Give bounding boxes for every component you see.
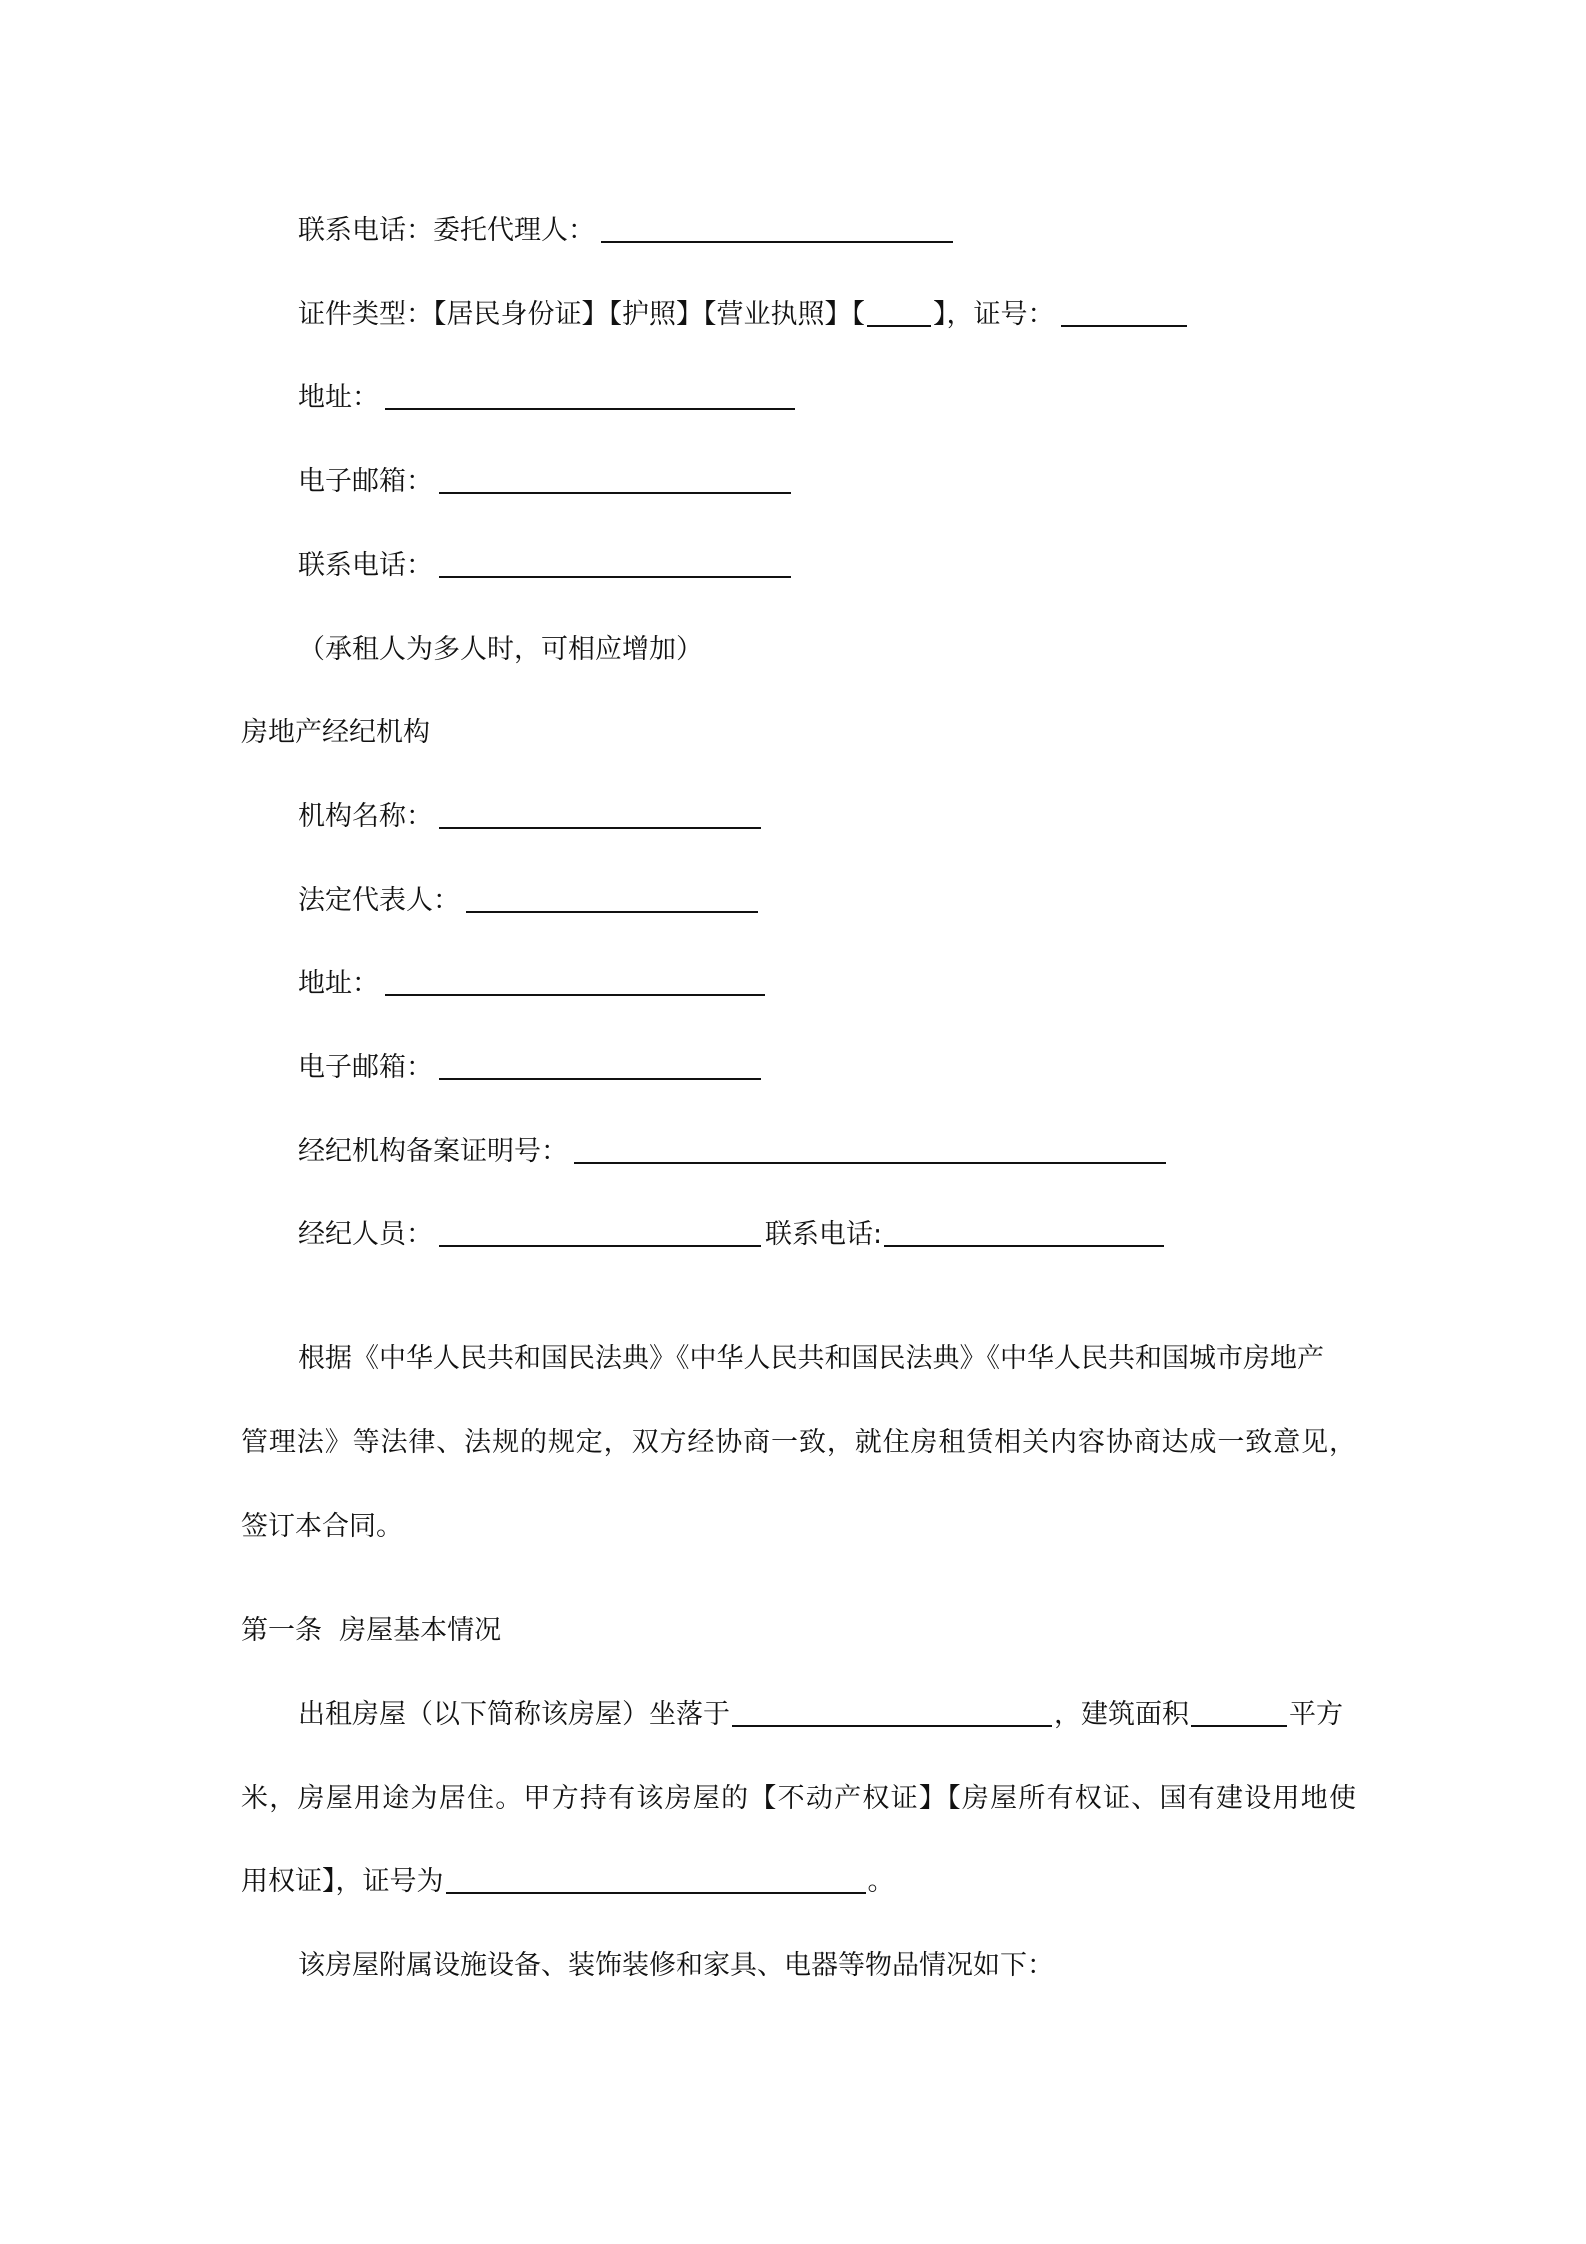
article-1-para-2: 米，房屋用途为居住。甲方持有该房屋的【不动产权证】【房屋所有权证、国有建设用地使 — [241, 1783, 1356, 1814]
agent-name-blank[interactable] — [439, 1217, 761, 1247]
preamble-line-2: 管理法》等法律、法规的规定，双方经协商一致，就住房租赁相关内容协商达成一致意见， — [241, 1427, 1356, 1458]
tenant-address-blank[interactable] — [385, 380, 795, 410]
multiple-tenant-note: （承租人为多人时，可相应增加） — [298, 634, 703, 665]
filing-row — [298, 1132, 1172, 1172]
tenant-email-blank[interactable] — [439, 464, 791, 494]
filing-label: 经纪机构备案证明号： — [298, 1136, 568, 1167]
agency-email-blank[interactable] — [439, 1050, 761, 1080]
agent-phone-row — [298, 211, 959, 251]
agent-label: 经纪人员： — [298, 1219, 433, 1250]
article-1-para-1 — [298, 1695, 1343, 1735]
tenant-phone-row — [298, 546, 797, 586]
filing-blank[interactable] — [574, 1134, 1166, 1164]
agent-row — [298, 1215, 1164, 1255]
agency-name-blank[interactable] — [439, 799, 761, 829]
agency-address-blank[interactable] — [385, 966, 765, 996]
id-type-row — [298, 295, 1193, 335]
id-type-other-blank[interactable] — [867, 297, 931, 327]
agency-name-label: 机构名称： — [298, 801, 433, 832]
article-1-para-3 — [241, 1862, 895, 1902]
tenant-phone-label: 联系电话： — [298, 550, 433, 581]
certificate-number-blank[interactable] — [446, 1864, 866, 1894]
area-unit-label: 平方 — [1289, 1699, 1343, 1730]
legal-rep-label: 法定代表人： — [298, 885, 460, 916]
preamble-line-3: 签订本合同。 — [241, 1511, 403, 1542]
agent-phone-blank[interactable] — [601, 213, 953, 243]
agent-phone-label-2: 联系电话: — [765, 1219, 883, 1250]
legal-rep-blank[interactable] — [466, 883, 758, 913]
tenant-address-row — [298, 378, 801, 418]
tenant-email-label: 电子邮箱： — [298, 466, 433, 497]
area-label: ，建筑面积 — [1054, 1699, 1189, 1730]
preamble-line-1: 根据《中华人民共和国民法典》《中华人民共和国民法典》《中华人民共和国城市房地产 — [298, 1343, 1324, 1374]
id-type-label: 证件类型：【居民身份证】【护照】【营业执照】【 — [298, 299, 865, 330]
tenant-phone-blank[interactable] — [439, 548, 791, 578]
location-blank[interactable] — [732, 1697, 1052, 1727]
id-number-blank[interactable] — [1061, 297, 1187, 327]
agency-address-row — [298, 964, 771, 1004]
article-1-para-4: 该房屋附属设施设备、装饰装修和家具、电器等物品情况如下： — [298, 1950, 1054, 1981]
area-blank[interactable] — [1191, 1697, 1287, 1727]
agent-phone-label: 联系电话：委托代理人： — [298, 215, 595, 246]
agent-phone-blank-2[interactable] — [884, 1217, 1164, 1247]
agency-email-label: 电子邮箱： — [298, 1052, 433, 1083]
certificate-label: 用权证】，证号为 — [241, 1866, 444, 1897]
agency-email-row — [298, 1048, 767, 1088]
tenant-address-label: 地址： — [298, 382, 379, 413]
agency-heading: 房地产经纪机构 — [241, 717, 430, 748]
agency-address-label: 地址： — [298, 968, 379, 999]
certificate-end: 。 — [867, 1866, 895, 1897]
legal-rep-row — [298, 881, 764, 921]
article-1-title: 第一条 房屋基本情况 — [241, 1615, 502, 1646]
location-label: 出租房屋（以下简称该房屋）坐落于 — [298, 1699, 730, 1730]
tenant-email-row — [298, 462, 797, 502]
id-type-close: 】，证号： — [933, 299, 1055, 330]
agency-name-row — [298, 797, 767, 837]
